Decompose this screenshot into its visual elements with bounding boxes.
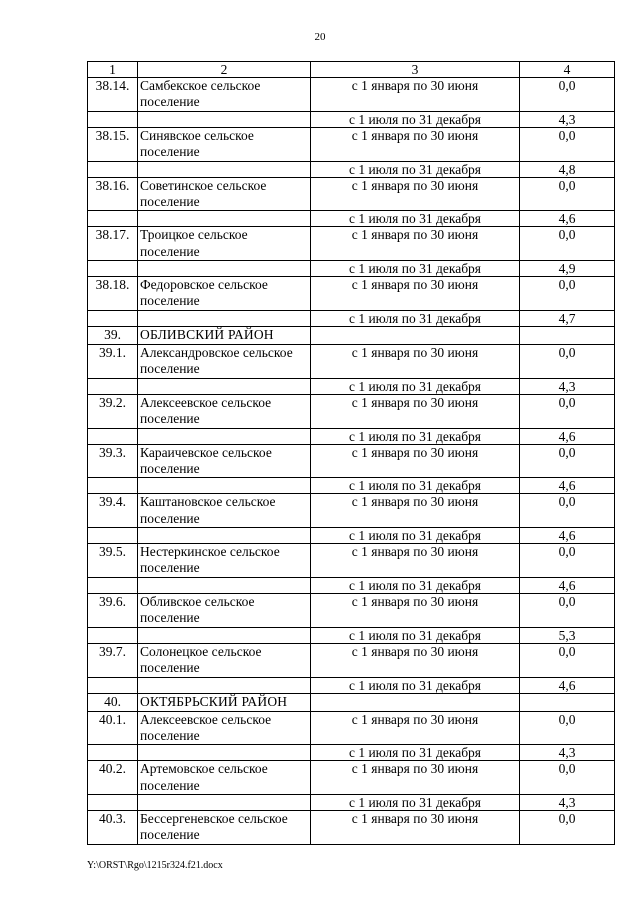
- empty-cell: [138, 577, 311, 593]
- empty-cell: [88, 627, 138, 643]
- table-row: [88, 310, 615, 326]
- empty-cell: [520, 326, 615, 344]
- footer-file-path: Y:\ORST\Rgo\1215r324.f21.docx: [87, 860, 223, 871]
- table-row: [88, 378, 615, 394]
- period-first-half: с 1 января по 30 июня: [311, 127, 520, 161]
- table-row: [88, 795, 615, 811]
- row-number: 39.5.: [88, 544, 138, 578]
- table-row: [88, 277, 615, 311]
- table-row: [88, 478, 615, 494]
- row-number: 40.1.: [88, 711, 138, 745]
- period-second-half: с 1 июля по 31 декабря: [311, 745, 520, 761]
- value-second-half: 4,6: [520, 577, 615, 593]
- empty-cell: [88, 111, 138, 127]
- empty-cell: [138, 161, 311, 177]
- empty-cell: [88, 428, 138, 444]
- value-first-half: 0,0: [520, 394, 615, 428]
- district-name: ОБЛИВСКИЙ РАЙОН: [138, 326, 311, 344]
- value-first-half: 0,0: [520, 177, 615, 211]
- settlement-name: Нестеркинское сельское поселение: [138, 544, 311, 578]
- empty-cell: [88, 745, 138, 761]
- period-second-half: с 1 июля по 31 декабря: [311, 577, 520, 593]
- table-row: [88, 177, 615, 211]
- period-first-half: с 1 января по 30 июня: [311, 394, 520, 428]
- value-second-half: 4,9: [520, 261, 615, 277]
- settlement-name: Караичевское сельское поселение: [138, 444, 311, 478]
- table-row: [88, 111, 615, 127]
- settlement-name: Алексеевское сельское поселение: [138, 711, 311, 745]
- settlement-name: Федоровское сельское поселение: [138, 277, 311, 311]
- empty-cell: [88, 261, 138, 277]
- table-row: [88, 494, 615, 528]
- period-first-half: с 1 января по 30 июня: [311, 711, 520, 745]
- value-first-half: 0,0: [520, 711, 615, 745]
- period-first-half: с 1 января по 30 июня: [311, 444, 520, 478]
- empty-cell: [311, 693, 520, 711]
- period-second-half: с 1 июля по 31 декабря: [311, 378, 520, 394]
- period-first-half: с 1 января по 30 июня: [311, 593, 520, 627]
- settlement-name: Бессергеневское сельское поселение: [138, 811, 311, 845]
- value-second-half: 4,3: [520, 795, 615, 811]
- empty-cell: [138, 378, 311, 394]
- period-first-half: с 1 января по 30 июня: [311, 344, 520, 378]
- period-second-half: с 1 июля по 31 декабря: [311, 428, 520, 444]
- column-header-3: 3: [311, 62, 520, 78]
- value-second-half: 4,6: [520, 528, 615, 544]
- period-second-half: с 1 июля по 31 декабря: [311, 111, 520, 127]
- settlement-name: Алексеевское сельское поселение: [138, 394, 311, 428]
- period-second-half: с 1 июля по 31 декабря: [311, 528, 520, 544]
- table-row: [88, 577, 615, 593]
- table-row: [88, 643, 615, 677]
- period-first-half: с 1 января по 30 июня: [311, 811, 520, 845]
- row-number: 39.1.: [88, 344, 138, 378]
- empty-cell: [138, 795, 311, 811]
- empty-cell: [520, 693, 615, 711]
- table-row: [88, 444, 615, 478]
- table-row: [88, 78, 615, 112]
- district-number: 39.: [88, 326, 138, 344]
- table-row: [88, 261, 615, 277]
- period-first-half: с 1 января по 30 июня: [311, 78, 520, 112]
- period-second-half: с 1 июля по 31 декабря: [311, 627, 520, 643]
- value-first-half: 0,0: [520, 344, 615, 378]
- period-second-half: с 1 июля по 31 декабря: [311, 161, 520, 177]
- empty-cell: [138, 428, 311, 444]
- row-number: 40.3.: [88, 811, 138, 845]
- column-header-1: 1: [88, 62, 138, 78]
- period-first-half: с 1 января по 30 июня: [311, 544, 520, 578]
- empty-cell: [88, 528, 138, 544]
- row-number: 38.18.: [88, 277, 138, 311]
- district-row: [88, 693, 615, 711]
- row-number: 38.14.: [88, 78, 138, 112]
- table-row: [88, 528, 615, 544]
- value-first-half: 0,0: [520, 227, 615, 261]
- settlement-name: Синявское сельское поселение: [138, 127, 311, 161]
- value-second-half: 4,7: [520, 310, 615, 326]
- table-row: [88, 711, 615, 745]
- empty-cell: [88, 211, 138, 227]
- value-second-half: 4,6: [520, 677, 615, 693]
- value-first-half: 0,0: [520, 127, 615, 161]
- page-number: 20: [314, 31, 326, 43]
- table-header-row: [88, 62, 615, 78]
- district-row: [88, 326, 615, 344]
- value-first-half: 0,0: [520, 78, 615, 112]
- table-row: [88, 544, 615, 578]
- table-row: [88, 677, 615, 693]
- table-row: [88, 593, 615, 627]
- table-row: [88, 745, 615, 761]
- empty-cell: [88, 161, 138, 177]
- settlement-name: Обливское сельское поселение: [138, 593, 311, 627]
- period-first-half: с 1 января по 30 июня: [311, 761, 520, 795]
- empty-cell: [88, 677, 138, 693]
- settlement-name: Самбекское сельское поселение: [138, 78, 311, 112]
- row-number: 39.6.: [88, 593, 138, 627]
- period-second-half: с 1 июля по 31 декабря: [311, 478, 520, 494]
- period-second-half: с 1 июля по 31 декабря: [311, 310, 520, 326]
- value-second-half: 4,8: [520, 161, 615, 177]
- value-second-half: 4,3: [520, 745, 615, 761]
- row-number: 38.15.: [88, 127, 138, 161]
- settlement-name: Александровское сельское поселение: [138, 344, 311, 378]
- value-first-half: 0,0: [520, 494, 615, 528]
- value-second-half: 4,6: [520, 478, 615, 494]
- row-number: 38.16.: [88, 177, 138, 211]
- table-row: [88, 161, 615, 177]
- value-first-half: 0,0: [520, 643, 615, 677]
- table-row: [88, 428, 615, 444]
- table-row: [88, 227, 615, 261]
- table-row: [88, 344, 615, 378]
- settlement-name: Советинское сельское поселение: [138, 177, 311, 211]
- empty-cell: [138, 627, 311, 643]
- empty-cell: [88, 478, 138, 494]
- settlement-name: Солонецкое сельское поселение: [138, 643, 311, 677]
- district-name: ОКТЯБРЬСКИЙ РАЙОН: [138, 693, 311, 711]
- period-second-half: с 1 июля по 31 декабря: [311, 795, 520, 811]
- table-row: [88, 811, 615, 845]
- row-number: 39.4.: [88, 494, 138, 528]
- period-first-half: с 1 января по 30 июня: [311, 494, 520, 528]
- tariff-table: [87, 61, 615, 845]
- table-row: [88, 627, 615, 643]
- period-second-half: с 1 июля по 31 декабря: [311, 211, 520, 227]
- empty-cell: [138, 528, 311, 544]
- district-number: 40.: [88, 693, 138, 711]
- row-number: 39.3.: [88, 444, 138, 478]
- empty-cell: [138, 261, 311, 277]
- period-first-half: с 1 января по 30 июня: [311, 643, 520, 677]
- table-row: [88, 394, 615, 428]
- value-first-half: 0,0: [520, 811, 615, 845]
- table-row: [88, 211, 615, 227]
- row-number: 39.7.: [88, 643, 138, 677]
- empty-cell: [311, 326, 520, 344]
- value-second-half: 4,6: [520, 211, 615, 227]
- period-second-half: с 1 июля по 31 декабря: [311, 677, 520, 693]
- empty-cell: [138, 310, 311, 326]
- row-number: 39.2.: [88, 394, 138, 428]
- column-header-4: 4: [520, 62, 615, 78]
- table-row: [88, 761, 615, 795]
- value-second-half: 5,3: [520, 627, 615, 643]
- period-first-half: с 1 января по 30 июня: [311, 277, 520, 311]
- row-number: 38.17.: [88, 227, 138, 261]
- row-number: 40.2.: [88, 761, 138, 795]
- value-first-half: 0,0: [520, 593, 615, 627]
- empty-cell: [138, 211, 311, 227]
- settlement-name: Артемовское сельское поселение: [138, 761, 311, 795]
- value-first-half: 0,0: [520, 761, 615, 795]
- empty-cell: [138, 111, 311, 127]
- column-header-2: 2: [138, 62, 311, 78]
- empty-cell: [88, 577, 138, 593]
- settlement-name: Каштановское сельское поселение: [138, 494, 311, 528]
- empty-cell: [138, 745, 311, 761]
- empty-cell: [88, 378, 138, 394]
- period-first-half: с 1 января по 30 июня: [311, 227, 520, 261]
- period-second-half: с 1 июля по 31 декабря: [311, 261, 520, 277]
- settlement-name: Троицкое сельское поселение: [138, 227, 311, 261]
- period-first-half: с 1 января по 30 июня: [311, 177, 520, 211]
- empty-cell: [88, 310, 138, 326]
- value-second-half: 4,3: [520, 111, 615, 127]
- value-first-half: 0,0: [520, 277, 615, 311]
- value-first-half: 0,0: [520, 444, 615, 478]
- empty-cell: [138, 478, 311, 494]
- empty-cell: [88, 795, 138, 811]
- value-second-half: 4,6: [520, 428, 615, 444]
- value-first-half: 0,0: [520, 544, 615, 578]
- empty-cell: [138, 677, 311, 693]
- value-second-half: 4,3: [520, 378, 615, 394]
- table-row: [88, 127, 615, 161]
